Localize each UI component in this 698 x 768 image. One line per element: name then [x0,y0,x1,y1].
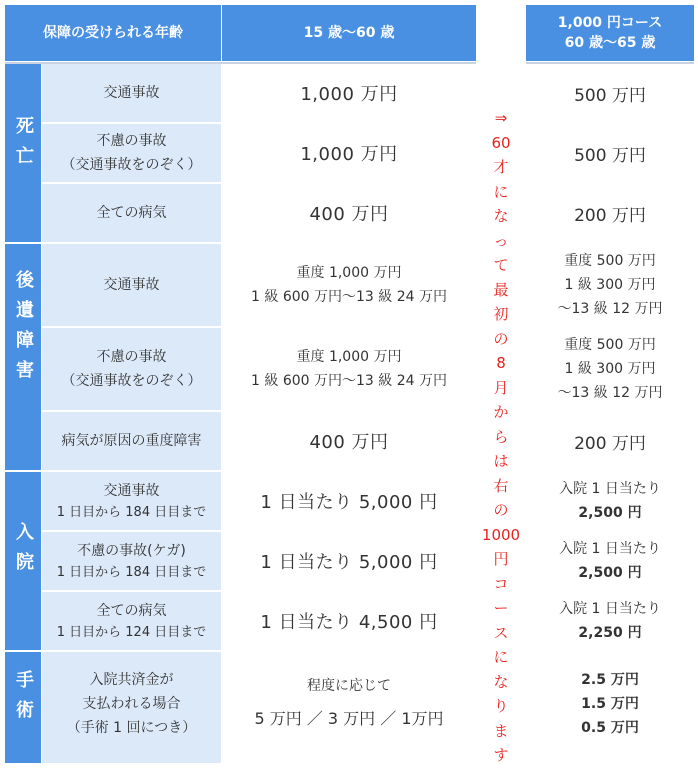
hosp-illness-label [42,592,221,650]
death-illness-value-text: 400 万円 [309,204,389,225]
group-death-text: 死亡 [13,116,34,176]
header-age-label [5,5,221,61]
hosp-traffic-label-line2: 1 日目から 184 日目まで [56,505,207,520]
dis-traffic-value [222,244,476,326]
note-char: っ [493,231,509,250]
dis-traffic-course-line2: 1 級 300 万円 [564,277,656,293]
dis-illness-label-text: 病気が原因の重度障害 [61,433,202,449]
death-accident-course-text: 500 万円 [574,145,646,166]
group-surgery [5,652,41,763]
dis-accident-course [526,328,694,410]
hosp-illness-course [526,592,694,650]
hosp-illness-label-line1: 全ての病気 [96,603,167,619]
dis-accident-value [222,328,476,410]
note-char: ー [493,599,509,617]
dis-traffic-label-text: 交通事故 [103,277,160,293]
surgery-course-line1: 2.5 万円 [581,671,639,688]
note-char: 月 [493,378,509,397]
surgery-course [526,652,694,763]
note-char: て [493,256,509,274]
hosp-accident-course [526,532,694,590]
note-arrow-icon: ⇒ [494,109,508,127]
hosp-illness-course-line1: 入院 1 日当たり [559,601,661,617]
dis-accident-value-line1: 重度 1,000 万円 [296,349,402,365]
death-illness-label [42,184,221,242]
note-char: コ [493,574,509,593]
surgery-course-line3: 0.5 万円 [581,719,639,736]
note-char: 円 [493,550,509,568]
hosp-traffic-label [42,472,221,530]
death-accident-label [42,124,221,182]
note-char: の [493,501,509,519]
surgery-label-line1: 入院共済金が [89,671,174,688]
group-hospital [5,472,41,650]
dis-accident-label-line2: （交通事故をのぞく） [61,373,202,389]
note-char: 1000 [481,525,521,544]
divider [526,62,694,64]
dis-accident-course-line2: 1 級 300 万円 [564,361,656,377]
group-disability [5,244,41,470]
hosp-accident-label-line2: 1 日目から 184 日目まで [56,565,207,580]
death-traffic-label [42,64,221,122]
death-traffic-value [222,64,476,122]
dis-traffic-label [42,244,221,326]
death-traffic-value-text: 1,000 万円 [300,84,398,105]
death-accident-value-text: 1,000 万円 [300,144,398,165]
header-age-range [222,5,476,61]
death-accident-course [526,124,694,182]
death-traffic-course [526,64,694,122]
dis-traffic-value-line1: 重度 1,000 万円 [296,265,402,281]
note-char: な [493,672,509,691]
note-char: に [493,182,509,201]
dis-traffic-course-line1: 重度 500 万円 [564,253,656,269]
dis-illness-course [526,412,694,470]
note-char: な [493,207,509,225]
death-illness-course [526,184,694,242]
header-course-line2: 60 歳〜65 歳 [564,35,656,51]
hosp-traffic-course-line2: 2,500 円 [578,505,642,521]
dis-traffic-course [526,244,694,326]
surgery-course-line2: 1.5 万円 [581,695,639,712]
note-char: の [493,329,509,348]
group-death [5,64,41,242]
dis-traffic-value-line2: 1 級 600 万円〜13 級 24 万円 [251,289,447,305]
hosp-illness-label-line2: 1 日目から 124 日目まで [56,625,207,640]
surgery-value-line2: 5 万円 ／ 3 万円 ／ 1万円 [254,708,444,728]
group-hospital-text: 入院 [13,522,34,582]
header-course [526,5,694,61]
hosp-traffic-value [222,472,476,530]
note-char: 8 [496,354,506,372]
surgery-label-line2: 支払われる場合 [82,695,181,712]
header-age-range-text: 15 歳〜60 歳 [303,25,395,41]
dis-accident-course-line3: 〜13 級 12 万円 [557,385,663,401]
dis-accident-label [42,328,221,410]
note-char: り [493,697,509,715]
dis-accident-label-line1: 不慮の事故 [96,349,167,365]
hosp-accident-course-line1: 入院 1 日当たり [559,541,661,557]
hosp-accident-value [222,532,476,590]
note-char: ス [493,623,509,642]
hosp-illness-value [222,592,476,650]
hosp-traffic-course [526,472,694,530]
death-traffic-label-text: 交通事故 [103,85,160,101]
note-char: 60 [491,133,511,152]
note-char: に [493,648,509,666]
hosp-traffic-course-line1: 入院 1 日当たり [559,481,661,497]
note-char: は [493,452,509,470]
note-char: 右 [493,476,509,495]
note-char: 初 [493,305,509,323]
header-course-line1: 1,000 円コース [557,15,663,31]
hosp-accident-label [42,532,221,590]
surgery-value [222,652,476,763]
death-accident-value [222,124,476,182]
death-accident-label-line1: 不慮の事故 [96,133,167,149]
death-accident-label-line2: （交通事故をのぞく） [61,157,202,173]
dis-illness-value [222,412,476,470]
dis-accident-course-line1: 重度 500 万円 [564,337,656,353]
hosp-illness-value-text: 1 日当たり 4,500 円 [260,612,438,633]
note-char: 最 [493,280,509,299]
hosp-accident-label-line1: 不慮の事故(ケガ) [77,543,186,559]
course-switch-note [480,106,522,764]
death-traffic-course-text: 500 万円 [574,85,646,106]
hosp-accident-course-line2: 2,500 円 [578,565,642,581]
dis-illness-course-text: 200 万円 [574,433,646,454]
note-char: す [493,746,509,764]
death-illness-course-text: 200 万円 [574,205,646,226]
group-surgery-text: 手術 [13,670,34,730]
header-age-label-text: 保障の受けられる年齢 [43,25,183,41]
death-illness-value [222,184,476,242]
note-char: か [493,403,509,421]
surgery-label [42,652,221,763]
death-illness-label-text: 全ての病気 [96,205,167,221]
hosp-illness-course-line2: 2,250 円 [578,625,642,641]
group-disability-text: 後遺障害 [13,270,34,390]
surgery-label-line3: （手術 1 回につき） [66,719,197,736]
divider [5,62,476,64]
dis-accident-value-line2: 1 級 600 万円〜13 級 24 万円 [251,373,447,389]
hosp-traffic-label-line1: 交通事故 [103,483,160,499]
note-char: ま [493,721,509,740]
hosp-accident-value-text: 1 日当たり 5,000 円 [260,552,438,573]
note-char: 才 [493,158,509,176]
dis-illness-value-text: 400 万円 [309,432,389,453]
hosp-traffic-value-text: 1 日当たり 5,000 円 [260,492,438,513]
dis-traffic-course-line3: 〜13 級 12 万円 [557,301,663,317]
surgery-value-line1: 程度に応じて [307,677,391,694]
dis-illness-label [42,412,221,470]
note-char: ら [493,427,509,446]
